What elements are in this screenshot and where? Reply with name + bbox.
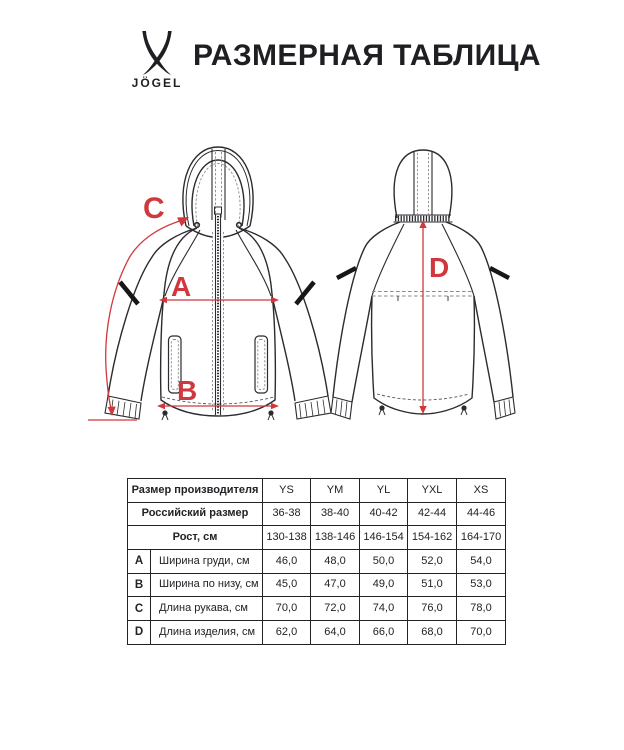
row-label: Размер производителя xyxy=(128,479,263,503)
label-d: D xyxy=(429,252,450,283)
measurement-annotations xyxy=(88,217,427,420)
row-label: Ширина груди, см xyxy=(151,550,263,574)
value-cell: 40-42 xyxy=(360,502,408,526)
value-cell: 48,0 xyxy=(311,550,360,574)
value-cell: 154-162 xyxy=(408,526,457,550)
size-table xyxy=(127,478,506,645)
jogel-logo-wordmark: JÖGEL xyxy=(131,76,183,90)
value-cell: 64,0 xyxy=(311,621,360,645)
value-cell: 164-170 xyxy=(457,526,506,550)
value-cell: 50,0 xyxy=(360,550,408,574)
label-b: B xyxy=(177,375,198,406)
value-cell: 70,0 xyxy=(457,621,506,645)
value-cell: 76,0 xyxy=(408,597,457,621)
row-label: Ширина по низу, см xyxy=(151,573,263,597)
value-cell: 54,0 xyxy=(457,550,506,574)
row-label: Российский размер xyxy=(128,502,263,526)
row-letter: D xyxy=(128,621,151,645)
value-cell: 70,0 xyxy=(263,597,311,621)
value-cell: 49,0 xyxy=(360,573,408,597)
value-cell: 45,0 xyxy=(263,573,311,597)
table-row-bottom-width xyxy=(128,573,506,597)
size-cell: YXL xyxy=(408,479,457,503)
value-cell: 46,0 xyxy=(263,550,311,574)
value-cell: 62,0 xyxy=(263,621,311,645)
value-cell: 53,0 xyxy=(457,573,506,597)
value-cell: 146-154 xyxy=(360,526,408,550)
value-cell: 138-146 xyxy=(311,526,360,550)
label-c: C xyxy=(143,192,165,225)
row-letter: C xyxy=(128,597,151,621)
value-cell: 66,0 xyxy=(360,621,408,645)
size-cell: YM xyxy=(311,479,360,503)
table-row-chest-width xyxy=(128,550,506,574)
table-row-sleeve-length xyxy=(128,597,506,621)
table-row-russian-size xyxy=(128,502,506,526)
value-cell: 38-40 xyxy=(311,502,360,526)
value-cell: 68,0 xyxy=(408,621,457,645)
value-cell: 51,0 xyxy=(408,573,457,597)
row-letter: A xyxy=(128,550,151,574)
row-label: Длина изделия, см xyxy=(151,621,263,645)
label-a: A xyxy=(171,271,192,302)
value-cell: 74,0 xyxy=(360,597,408,621)
page-title: РАЗМЕРНАЯ ТАБЛИЦА xyxy=(193,39,541,72)
table-row-producer-size xyxy=(128,479,506,503)
size-cell: XS xyxy=(457,479,506,503)
jacket-front-drawing xyxy=(105,147,331,420)
table-row-garment-length xyxy=(128,621,506,645)
value-cell: 47,0 xyxy=(311,573,360,597)
value-cell: 36-38 xyxy=(263,502,311,526)
size-cell: YL xyxy=(360,479,408,503)
value-cell: 72,0 xyxy=(311,597,360,621)
row-letter: B xyxy=(128,573,151,597)
value-cell: 52,0 xyxy=(408,550,457,574)
row-label: Длина рукава, см xyxy=(151,597,263,621)
value-cell: 78,0 xyxy=(457,597,506,621)
table-row-height xyxy=(128,526,506,550)
row-label: Рост, см xyxy=(128,526,263,550)
value-cell: 44-46 xyxy=(457,502,506,526)
value-cell: 130-138 xyxy=(263,526,311,550)
size-cell: YS xyxy=(263,479,311,503)
value-cell: 42-44 xyxy=(408,502,457,526)
